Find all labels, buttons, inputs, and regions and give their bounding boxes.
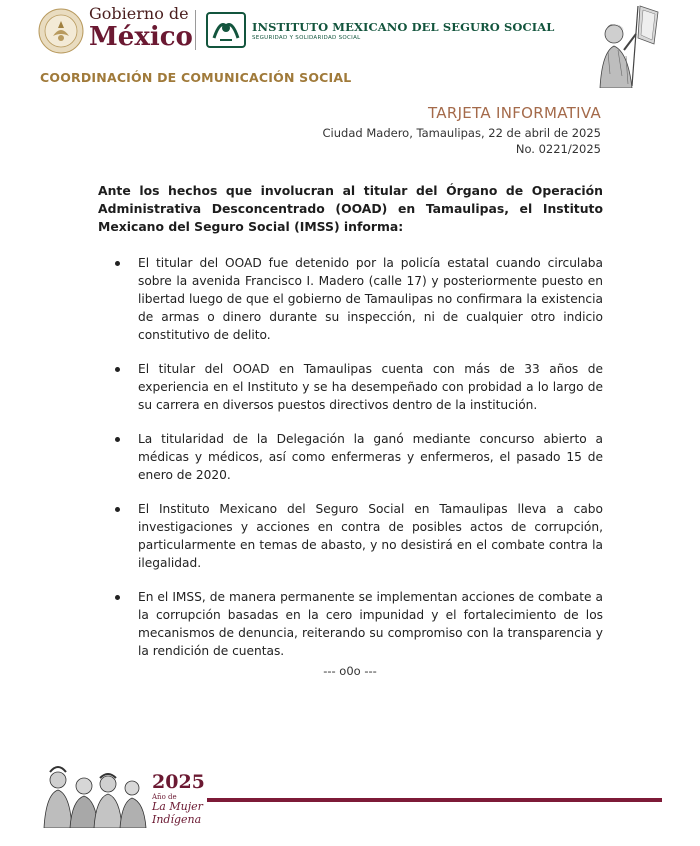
bullet-icon [115,507,120,512]
place-date: Ciudad Madero, Tamaulipas, 22 de abril de 2025 [322,126,601,140]
document-number: No. 0221/2025 [515,142,601,156]
footer-rule [207,798,662,802]
document-body [98,182,603,676]
bullet-icon [115,595,120,600]
footer-slogan [152,801,203,826]
indigenous-women-illustration-icon [40,758,148,828]
footer-ano-de: Año de [152,793,177,801]
footer-indigena: Indígena [152,812,202,826]
intro-paragraph: Ante los hechos que involucran al titular del Órgano de Operación Administrativa Desconcentrado (OOAD) en Tamaulipas, el Instituto Mexicano del Seguro Social (IMSS) informa: [98,183,603,234]
bullet-icon [115,437,120,442]
imss-logo-text [252,20,555,41]
bullet-text: En el IMSS, de manera permanente se implementan acciones de combate a la corrupción basadas en la cero impunidad y el fortalecimiento de los mecanismos de denuncia, reiterando su compromiso con la transparencia y la rendición de cuentas. [138,590,603,658]
imss-subtitle: SEGURIDAD Y SOLIDARIDAD SOCIAL [252,35,361,41]
list-item [98,360,603,414]
list-item [98,588,603,660]
bullet-list [98,254,603,660]
list-item [98,254,603,344]
gob-big-text: México [89,22,193,52]
heroine-engraving-icon [580,4,662,88]
imss-name: INSTITUTO MEXICANO DEL SEGURO SOCIAL [252,20,555,34]
gobierno-de-mexico-logo [89,6,193,50]
document-meta [323,104,601,156]
imss-eagle-icon [206,12,246,48]
bullet-text: El titular del OOAD fue detenido por la policía estatal cuando circulaba sobre la avenida Francisco I. Madero (calle 17) y posteriormente puesto en libertad luego de que el gobierno de Tamaulipas no confirmara la existencia de armas o dinero durante su inspección, ni de cualquier otro indicio constitutivo de delito. [138,256,603,342]
document-type: TARJETA INFORMATIVA [428,104,601,122]
page-header [0,0,700,100]
coordination-title: COORDINACIÓN DE COMUNICACIÓN SOCIAL [40,70,352,85]
bullet-icon [115,367,120,372]
bullet-text: La titularidad de la Delegación la ganó mediante concurso abierto a médicas y médicos, así como enfermeras y enfermeros, el pasado 15 de enero de 2020. [138,432,603,482]
mexico-seal-icon [38,8,84,54]
bullet-text: El titular del OOAD en Tamaulipas cuenta con más de 33 años de experiencia en el Instituto y se ha desempeñado con probidad a lo largo de su carrera en diversos puestos directivos dentro de la institución. [138,362,603,412]
footer-la-mujer: La Mujer [152,800,203,813]
gob-small-text: Gobierno de [89,4,189,23]
closing-mark: --- o0o --- [323,664,377,678]
list-item [98,500,603,572]
header-divider [195,10,196,50]
list-item [98,430,603,484]
footer-year: 2025 [152,771,205,793]
bullet-icon [115,261,120,266]
bullet-text: El Instituto Mexicano del Seguro Social en Tamaulipas lleva a cabo investigaciones y acciones en contra de posibles actos de corrupción, particularmente en temas de abasto, y no desistirá en el combate contra la ilegalidad. [138,502,603,570]
